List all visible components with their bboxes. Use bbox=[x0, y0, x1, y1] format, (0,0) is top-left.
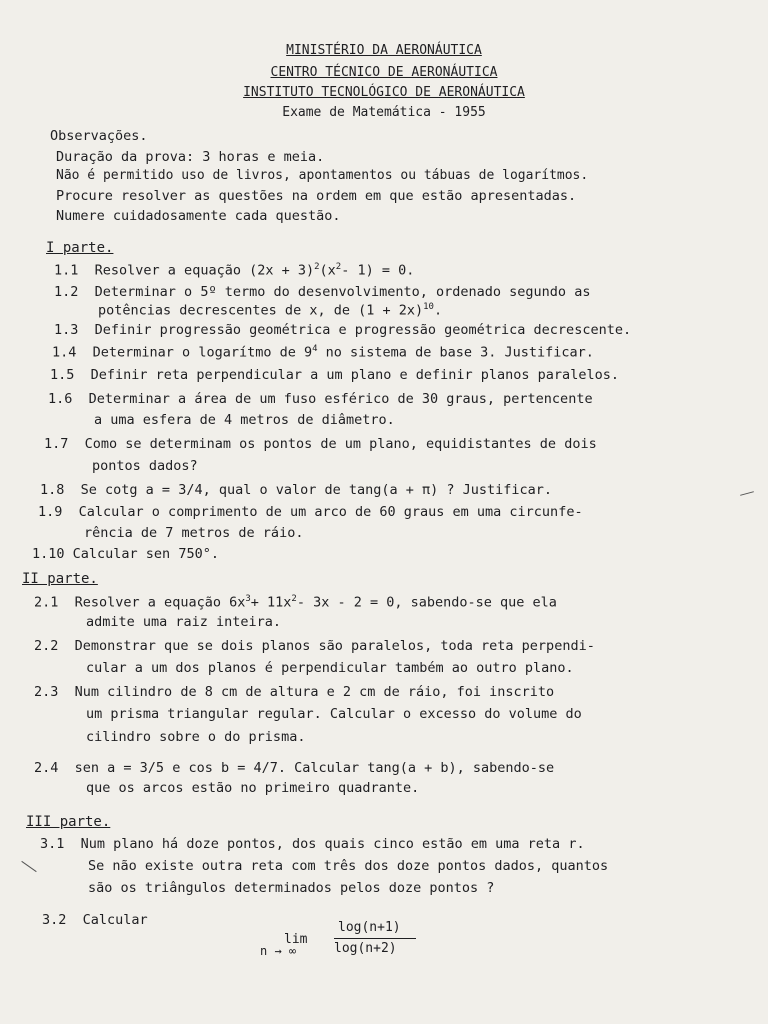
question-2-3-cont: cilindro sobre o do prisma. bbox=[86, 729, 306, 745]
limit-fraction bbox=[334, 920, 416, 960]
question-number: 2.2 bbox=[34, 638, 59, 654]
question-number: 1.9 bbox=[38, 504, 63, 520]
part-2-title: II parte. bbox=[22, 571, 98, 587]
question-1-3: 1.3 Definir progressão geométrica e progressão geométrica decrescente. bbox=[54, 322, 632, 338]
question-2-3-cont: um prisma triangular regular. Calcular o excesso do volume do bbox=[86, 706, 582, 722]
question-1-8: 1.8 Se cotg a = 3/4, qual o valor de tang(a + π) ? Justificar. bbox=[40, 482, 553, 498]
observation-line: Numere cuidadosamente cada questão. bbox=[56, 208, 341, 224]
question-number: 1.10 bbox=[32, 546, 65, 562]
question-2-1-cont: admite uma raiz inteira. bbox=[86, 614, 282, 630]
question-number: 1.1 bbox=[54, 262, 79, 279]
question-1-2: 1.2 Determinar o 5º termo do desenvolvimento, ordenado segundo as bbox=[54, 284, 591, 300]
question-number: 1.4 bbox=[52, 344, 77, 361]
question-3-1: 3.1 Num plano há doze pontos, dos quais cinco estão em uma reta r. bbox=[40, 836, 585, 852]
exam-title: Exame de Matemática - 1955 bbox=[282, 105, 486, 120]
ministry-heading: MINISTÉRIO DA AERONÁUTICA bbox=[286, 43, 482, 58]
question-2-2: 2.2 Demonstrar que se dois planos são paralelos, toda reta perpendi- bbox=[34, 638, 595, 654]
question-1-4: 1.4 Determinar o logarítmo de $9^4$ no sistema de base 3. Justificar. bbox=[52, 344, 594, 361]
question-number: 3.1 bbox=[40, 836, 65, 852]
question-1-1: 1.1 Resolver a equação $(2x + 3)^2(x^2-$ 1) = 0. bbox=[54, 262, 415, 279]
observation-line: Não é permitido uso de livros, apontamentos ou tábuas de logarítmos. bbox=[56, 168, 589, 183]
question-1-9: 1.9 Calcular o comprimento de um arco de 60 graus em uma circunfe- bbox=[38, 504, 583, 520]
question-3-1-cont: Se não existe outra reta com três dos doze pontos dados, quantos bbox=[88, 858, 609, 874]
observations-title: Observações. bbox=[50, 128, 148, 144]
question-number: 2.1 bbox=[34, 594, 59, 611]
question-3-2: 3.2 Calcular bbox=[42, 912, 148, 928]
fraction-numerator: log(n+1) bbox=[338, 920, 401, 935]
limit-subscript: n → ∞ bbox=[260, 944, 297, 958]
question-1-7: 1.7 Como se determinam os pontos de um plano, equidistantes de dois bbox=[44, 436, 597, 452]
question-1-6: 1.6 Determinar a área de um fuso esférico de 30 graus, pertencente bbox=[48, 391, 593, 407]
observation-line: Procure resolver as questões na ordem em que estão apresentadas. bbox=[56, 188, 577, 204]
scan-mark bbox=[21, 861, 36, 872]
question-number: 1.6 bbox=[48, 391, 73, 407]
scan-mark bbox=[740, 491, 754, 496]
question-number: 2.3 bbox=[34, 684, 59, 700]
question-1-9-cont: rência de 7 metros de ráio. bbox=[84, 525, 304, 541]
question-1-10: 1.10 Calcular sen 750°. bbox=[32, 546, 219, 562]
question-1-7-cont: pontos dados? bbox=[92, 458, 198, 474]
question-2-4: 2.4 sen a = 3/5 e cos b = 4/7. Calcular tang(a + b), sabendo-se bbox=[34, 760, 555, 776]
question-number: 2.4 bbox=[34, 760, 59, 776]
fraction-denominator: log(n+2) bbox=[334, 941, 397, 956]
question-number: 1.3 bbox=[54, 322, 79, 338]
institute-heading: INSTITUTO TECNOLÓGICO DE AERONÁUTICA bbox=[243, 85, 525, 100]
question-number: 3.2 bbox=[42, 912, 67, 928]
center-heading: CENTRO TÉCNICO DE AERONÁUTICA bbox=[270, 65, 498, 80]
question-2-2-cont: cular a um dos planos é perpendicular também ao outro plano. bbox=[86, 660, 574, 676]
question-number: 1.7 bbox=[44, 436, 69, 452]
question-1-6-cont: a uma esfera de 4 metros de diâmetro. bbox=[94, 412, 395, 428]
question-number: 1.5 bbox=[50, 367, 75, 383]
fraction-bar bbox=[334, 938, 416, 939]
question-3-1-cont: são os triângulos determinados pelos doze pontos ? bbox=[88, 880, 495, 896]
question-1-2-cont: potências decrescentes de x, de $(1 + 2x)^{10}$. bbox=[98, 302, 443, 319]
limit-label: lim bbox=[284, 932, 308, 947]
question-number: 1.2 bbox=[54, 284, 79, 300]
observation-line: Duração da prova: 3 horas e meia. bbox=[56, 149, 325, 165]
question-2-1: 2.1 Resolver a equação $6x^3+ 11x^2-$ 3x - 2 = 0, sabendo-se que ela bbox=[34, 594, 557, 611]
question-2-3: 2.3 Num cilindro de 8 cm de altura e 2 cm de ráio, foi inscrito bbox=[34, 684, 555, 700]
part-1-title: I parte. bbox=[46, 240, 114, 256]
question-number: 1.8 bbox=[40, 482, 65, 498]
part-3-title: III parte. bbox=[26, 814, 111, 830]
question-2-4-cont: que os arcos estão no primeiro quadrante. bbox=[86, 780, 420, 796]
question-1-5: 1.5 Definir reta perpendicular a um plano e definir planos paralelos. bbox=[50, 367, 619, 383]
